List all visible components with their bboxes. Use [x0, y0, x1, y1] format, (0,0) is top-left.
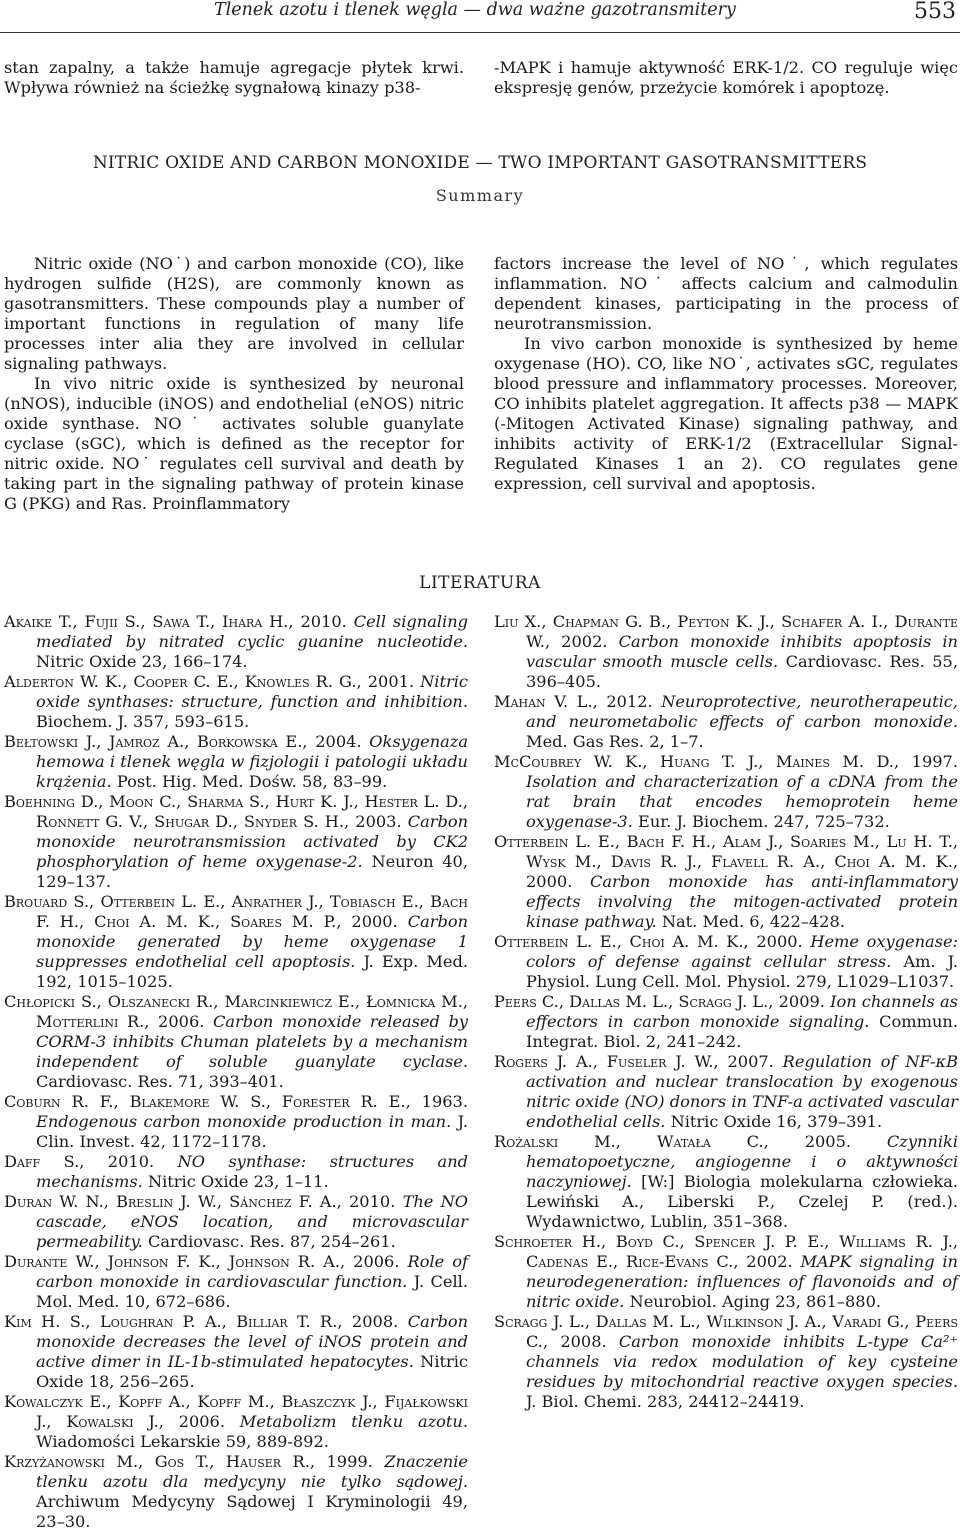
reference-authors: Brouard S., Otterbein L. E., Anrather J., Tobiasch E., Bach F. H., Choi A. M. K., Soares M. P., — [4, 892, 468, 931]
reference-entry — [4, 992, 468, 1092]
reference-entry — [4, 792, 468, 892]
reference-source: J. Exp. Med. 192, 1015–1025. — [36, 952, 468, 991]
reference-year: 2003. — [355, 812, 402, 831]
reference-authors: Coburn R. F., Blakemore W. S., Forester R. E., — [4, 1092, 411, 1111]
reference-year: 2006. — [353, 1252, 400, 1271]
reference-source: J. Biol. Chemi. 283, 24412–24419. — [526, 1392, 805, 1411]
reference-entry — [494, 1132, 958, 1232]
reference-title: Role of carbon monoxide in cardiovascular function. — [36, 1252, 468, 1291]
summary-paragraph: In vivo carbon monoxide is synthesized by heme oxygenase (HO). CO, like NO˙, activates sGC, regulates blood pressure and inflammatory processes. Moreover, CO inhibits platelet aggregation. It affects p38 — MAPK (-Mitogen Activated Kinase) signaling pathway, and inhibits activity of ERK-1/2 (Extracellular Signal-Regulated Kinases 1 an 2). CO regulates gene expression, cell survival and apoptosis. — [494, 334, 958, 493]
reference-authors: Krzyżanowski M., Gos T., Hauser R., — [4, 1452, 315, 1471]
reference-year: 2005. — [804, 1132, 852, 1151]
reference-entry — [494, 1312, 958, 1412]
reference-entry — [494, 1052, 958, 1132]
reference-authors: Otterbein L. E., Choi A. M. K., — [494, 932, 749, 951]
reference-entry — [4, 892, 468, 992]
reference-year: 2010. — [300, 612, 347, 631]
reference-title: The NO cascade, eNOS location, and microvascular permeability. — [36, 1192, 469, 1251]
reference-title: Heme oxygenase: colors of defense against cellular stress. — [526, 932, 959, 971]
summary-title: NITRIC OXIDE AND CARBON MONOXIDE — TWO IMPORTANT GASOTRANSMITTERS — [92, 153, 868, 173]
reference-year: 1997. — [911, 752, 958, 771]
reference-entry — [494, 832, 958, 932]
reference-source: Biochem. J. 357, 593–615. — [36, 712, 250, 731]
summary-paragraph: Nitric oxide (NO˙) and carbon monoxide (CO), like hydrogen sulfide (H2S), are commonly known as gasotransmitters. These compounds play a number of important functions in regulation of many life processes inter alia they are involved in cellular signaling pathways. — [4, 254, 464, 373]
reference-source: Cardiovasc. Res. 87, 254–261. — [147, 1232, 396, 1251]
reference-year: 2000. — [756, 932, 803, 951]
summary-right-column — [494, 254, 958, 494]
literature-heading: LITERATURA — [419, 573, 541, 593]
reference-entry — [4, 1152, 468, 1192]
reference-source: Nitric Oxide 16, 379–391. — [670, 1112, 883, 1131]
reference-year: 2012. — [606, 692, 653, 711]
intro-left-column — [4, 58, 464, 98]
reference-title: Carbon monoxide inhibits L-type Ca²⁺ channels via redox modulation of key cysteine residues by mitochondrial reactive oxygen species. — [526, 1332, 958, 1391]
reference-year: 2006. — [158, 1012, 205, 1031]
reference-source: Archiwum Medycyny Sądowej I Kryminologii 49, 23–30. — [36, 1492, 468, 1531]
reference-entry — [494, 992, 958, 1052]
reference-year: 2007. — [727, 1052, 774, 1071]
reference-entry — [4, 732, 468, 792]
reference-authors: Chłopicki S., Olszanecki R., Marcinkiewicz E., Łomnicka M., Motterlini R., — [4, 992, 468, 1031]
reference-authors: Durante W., Johnson F. K., Johnson R. A., — [4, 1252, 346, 1271]
reference-authors: Duran W. N., Breslin J. W., Sánchez F. A., — [4, 1192, 342, 1211]
reference-title: Nitric oxide synthases: structure, function and inhibition. — [36, 672, 468, 711]
reference-year: 2000. — [526, 872, 573, 891]
reference-source: Post. Hig. Med. Dośw. 58, 83–99. — [116, 772, 388, 791]
reference-authors: Liu X., Chapman G. B., Peyton K. J., Schafer A. I., Durante W., — [494, 612, 958, 651]
reference-source: [W:] Biologia molekularna człowieka. Lewiński A., Liberski P., Czelej P. (red.). Wydawnictwo, Lublin, 351–368. — [526, 1172, 959, 1231]
reference-authors: Peers C., Dallas M. L., Scragg J. L., — [494, 992, 774, 1011]
reference-source: J. Clin. Invest. 42, 1172–1178. — [36, 1112, 468, 1151]
reference-year: 1963. — [421, 1092, 468, 1111]
reference-authors: Scragg J. L., Dallas M. L., Wilkinson J. A., Varadi G., Peers C., — [494, 1312, 958, 1351]
intro-left-text: stan zapalny, a także hamuje agregacje płytek krwi. Wpływa również na ścieżkę sygnałową kinazy p38- — [4, 58, 464, 97]
reference-entry — [494, 612, 958, 692]
summary-paragraph: In vivo nitric oxide is synthesized by neuronal (nNOS), inducible (iNOS) and endothelial (eNOS) nitric oxide synthase. NO˙ activates soluble guanylate cyclase (sGC), which is defined as the receptor for nitric oxide. NO˙ regulates cell survival and death by taking part in the signaling pathway of protein kinase G (PKG) and Ras. Proinflammatory — [4, 374, 464, 513]
references-left-column — [4, 612, 468, 1532]
reference-year: 2004. — [315, 732, 362, 751]
reference-entry — [4, 612, 468, 672]
running-header — [0, 0, 960, 40]
reference-title: MAPK signaling in neurodegeneration: influences of flavonoids and of nitric oxide. — [526, 1252, 958, 1311]
reference-title: Carbon monoxide released by CORM-3 inhibits Chuman platelets by a mechanism independent of soluble guanylate cyclase. — [36, 1012, 468, 1071]
reference-title: Oksygenaza hemowa i tlenek węgla w fizjologii i patologii układu krążenia. — [36, 732, 468, 791]
reference-source: Commun. Integrat. Biol. 2, 241–242. — [526, 1012, 958, 1051]
reference-title: Carbon monoxide generated by heme oxygenase 1 suppresses endothelial cell apoptosis. — [36, 912, 468, 971]
page-number: 553 — [914, 0, 956, 24]
summary-left-column — [4, 254, 464, 514]
reference-title: Metabolizm tlenku azotu. — [239, 1412, 468, 1431]
summary-heading: Summary — [435, 186, 525, 205]
reference-authors: Rogers J. A., Fuseler J. W., — [494, 1052, 719, 1071]
reference-title: Carbon monoxide neurotransmission activated by CK2 phosphorylation of heme oxygenase-2. — [36, 812, 468, 871]
reference-source: Wiadomości Lekarskie 59, 889-892. — [36, 1432, 329, 1451]
reference-title: NO synthase: structures and mechanisms. — [36, 1152, 468, 1191]
reference-source: Neurobiol. Aging 23, 861–880. — [629, 1292, 882, 1311]
reference-year: 2002. — [561, 632, 608, 651]
reference-entry — [4, 672, 468, 732]
reference-entry — [494, 1232, 958, 1312]
reference-authors: Bełtowski J., Jamroz A., Borkowska E., — [4, 732, 308, 751]
reference-authors: McCoubrey W. K., Huang T. J., Maines M. D., — [494, 752, 900, 771]
intro-right-text: -MAPK i hamuje aktywność ERK-1/2. CO reguluje więc ekspresję genów, przeżycie komórek i apoptozę. — [494, 58, 958, 97]
reference-entry — [4, 1192, 468, 1252]
reference-title: Carbon monoxide has anti-inflammatory effects involving the mitogen-activated protein kinase pathway. — [526, 872, 958, 931]
reference-year: 2000. — [351, 912, 398, 931]
running-title: Tlenek azotu i tlenek węgla — dwa ważne gazotransmitery — [214, 0, 736, 20]
reference-year: 2002. — [746, 1252, 793, 1271]
reference-year: 2009. — [778, 992, 825, 1011]
reference-authors: Kim H. S., Loughran P. A., Billiar T. R., — [4, 1312, 343, 1331]
reference-title: Carbon monoxide inhibits apoptosis in vascular smooth muscle cells. — [526, 632, 958, 671]
reference-authors: Otterbein L. E., Bach F. H., Alam J., Soaries M., Lu H. T., Wysk M., Davis R. J., Flavell R. A., Choi A. M. K., — [494, 832, 958, 871]
reference-authors: Kowalczyk E., Kopff A., Kopff M., Błaszczyk J., Fijałkowski J., Kowalski J., — [4, 1392, 468, 1431]
header-divider — [0, 32, 960, 33]
reference-title: Isolation and characterization of a cDNA from the rat brain that encodes hemoprotein heme oxygenase-3. — [526, 772, 958, 831]
reference-source: J. Cell. Mol. Med. 10, 672–686. — [36, 1272, 468, 1311]
reference-year: 1999. — [326, 1452, 373, 1471]
reference-title: Cell signaling mediated by nitrated cyclic guanine nucleotide. — [36, 612, 468, 651]
reference-entry — [4, 1312, 468, 1392]
reference-source: Nat. Med. 6, 422–428. — [661, 912, 845, 931]
reference-year: 2010. — [107, 1152, 155, 1171]
reference-title: Carbon monoxide decreases the level of iNOS protein and active dimer in IL-1b-stimulated hepatocytes. — [36, 1312, 468, 1371]
reference-entry — [494, 752, 958, 832]
reference-authors: Boehning D., Moon C., Sharma S., Hurt K. J., Hester L. D., Ronnett G. V., Shugar D., Snyder S. H., — [4, 792, 468, 831]
summary-paragraph: factors increase the level of NO˙, which regulates inflammation. NO˙ affects calcium and calmodulin dependent kinases, participating in the process of neurotransmission. — [494, 254, 958, 333]
reference-source: Eur. J. Biochem. 247, 725–732. — [638, 812, 890, 831]
reference-source: Nitric Oxide 18, 256–265. — [36, 1352, 468, 1391]
reference-title: Czynniki hematopoetyczne, angiogenne i o aktywności naczyniowej. — [526, 1132, 958, 1191]
reference-year: 2008. — [351, 1312, 399, 1331]
reference-source: Cardiovasc. Res. 55, 396–405. — [526, 652, 958, 691]
reference-year: 2001. — [367, 672, 415, 691]
reference-entry — [4, 1392, 468, 1452]
reference-year: 2006. — [178, 1412, 225, 1431]
reference-authors: Mahan V. L., — [494, 692, 598, 711]
reference-source: Neuron 40, 129–137. — [36, 852, 469, 891]
reference-title: Endogenous carbon monoxide production in man. — [36, 1112, 452, 1131]
reference-entry — [4, 1092, 468, 1152]
reference-source: Nitric Oxide 23, 166–174. — [36, 652, 248, 671]
reference-source: Cardiovasc. Res. 71, 393–401. — [36, 1072, 284, 1091]
intro-right-column — [494, 58, 958, 98]
reference-entry — [4, 1452, 468, 1532]
reference-year: 2010. — [349, 1192, 396, 1211]
reference-entry — [494, 932, 958, 992]
reference-title: Regulation of NF-κB activation and nuclear translocation by exogenous nitric oxide (NO) donors in TNF-a activated vascular endothelial cells. — [526, 1052, 958, 1131]
reference-authors: Alderton W. K., Cooper C. E., Knowles R. G., — [4, 672, 362, 691]
reference-title: Neuroprotective, neurotherapeutic, and neurometabolic effects of carbon monoxide. — [526, 692, 958, 731]
reference-title: Ion channels as effectors in carbon monoxide signaling. — [526, 992, 958, 1031]
reference-title: Znaczenie tlenku azotu dla medycyny nie tylko sądowej. — [36, 1452, 468, 1491]
reference-source: Am. J. Physiol. Lung Cell. Mol. Physiol. 279, L1029–L1037. — [526, 952, 959, 991]
references-right-column — [494, 612, 958, 1412]
reference-authors: Schroeter H., Boyd C., Spencer J. P. E., Williams R. J., Cadenas E., Rice-Evans C., — [494, 1232, 958, 1271]
reference-source: Nitric Oxide 23, 1–11. — [147, 1172, 329, 1191]
reference-authors: Daff S., — [4, 1152, 85, 1171]
reference-year: 2008. — [560, 1332, 607, 1351]
reference-authors: Akaike T., Fujii S., Sawa T., Ihara H., — [4, 612, 294, 631]
reference-authors: Rożalski M., Watała C., — [494, 1132, 769, 1151]
reference-entry — [494, 692, 958, 752]
reference-source: Med. Gas Res. 2, 1–7. — [526, 732, 704, 751]
reference-entry — [4, 1252, 468, 1312]
